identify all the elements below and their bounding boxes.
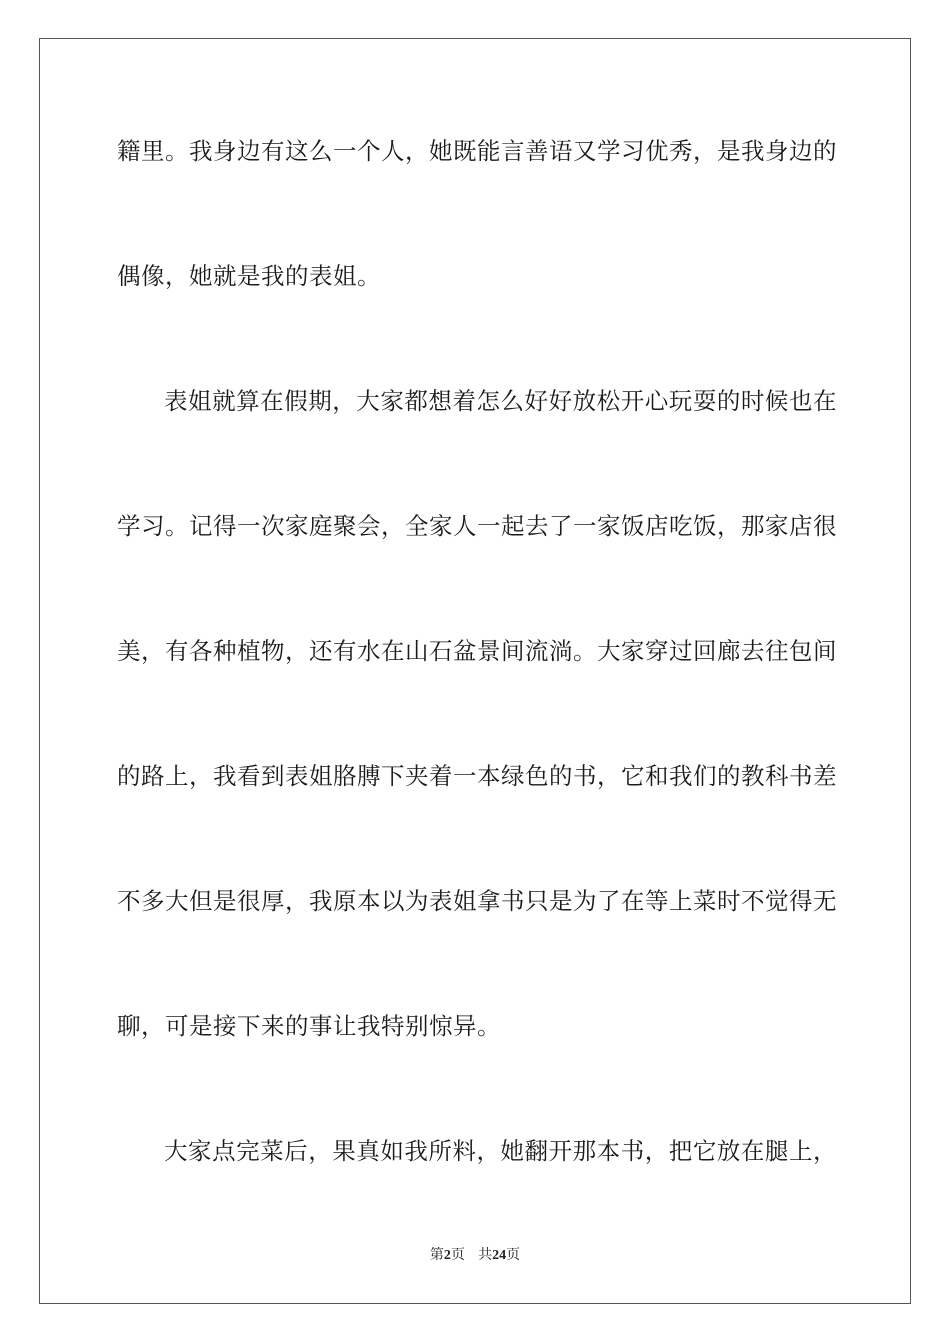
total-pages: 24 — [492, 1248, 507, 1263]
page-footer — [0, 1245, 950, 1266]
page-number: 2 — [443, 1248, 451, 1263]
text-line: 籍里。我身边有这么一个人，她既能言善语又学习优秀，是我身边的 — [117, 137, 837, 165]
text-line: 偶像，她就是我的表姐。 — [117, 262, 381, 290]
page-suffix: 页 — [450, 1247, 465, 1263]
text-line: 大家点完菜后，果真如我所料，她翻开那本书，把它放在腿上， — [164, 1137, 837, 1165]
text-line: 的路上，我看到表姐胳膊下夹着一本绿色的书，它和我们的教科书差 — [117, 762, 837, 790]
page-border — [39, 38, 911, 1304]
text-line: 学习。记得一次家庭聚会，全家人一起去了一家饭店吃饭，那家店很 — [117, 512, 837, 540]
total-prefix: 共 — [478, 1247, 493, 1263]
text-line: 表姐就算在假期，大家都想着怎么好好放松开心玩耍的时候也在 — [164, 387, 837, 415]
total-suffix: 页 — [506, 1247, 521, 1263]
page-prefix: 第 — [429, 1247, 444, 1263]
text-line: 聊，可是接下来的事让我特别惊异。 — [117, 1012, 501, 1040]
text-line: 不多大但是很厚，我原本以为表姐拿书只是为了在等上菜时不觉得无 — [117, 887, 837, 915]
text-line: 美，有各种植物，还有水在山石盆景间流淌。大家穿过回廊去往包间 — [117, 637, 837, 665]
